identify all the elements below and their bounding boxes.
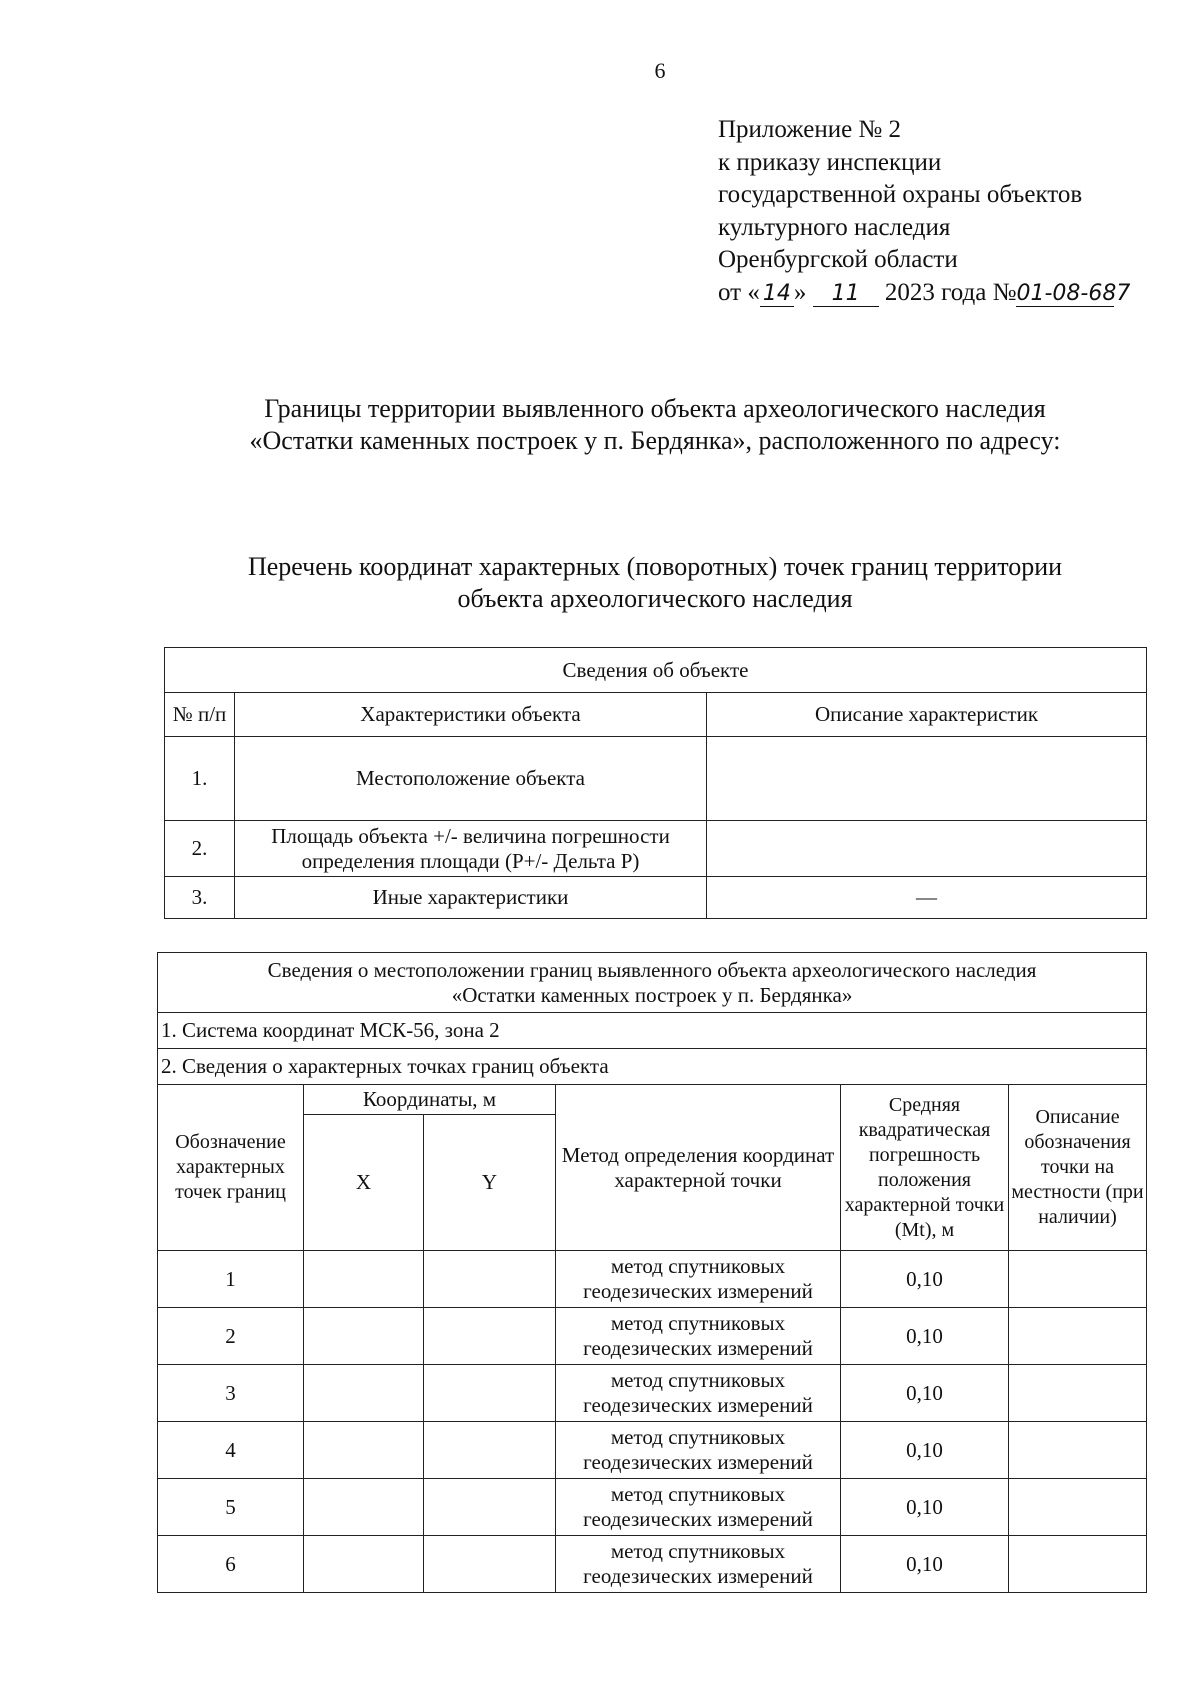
row-characteristic: Иные характеристики bbox=[235, 877, 707, 919]
point-error: 0,10 bbox=[841, 1251, 1009, 1308]
appendix-date-line bbox=[718, 277, 1131, 310]
date-prefix: от « bbox=[718, 278, 760, 306]
point-error: 0,10 bbox=[841, 1536, 1009, 1593]
table-row bbox=[158, 1251, 1147, 1308]
column-header-description: Описание обозначения точки на местности (при наличии) bbox=[1009, 1085, 1147, 1251]
point-y bbox=[424, 1365, 556, 1422]
object-info-table bbox=[164, 647, 1147, 919]
appendix-line: культурного наследия bbox=[718, 213, 951, 241]
point-number: 5 bbox=[158, 1479, 304, 1536]
document-subtitle bbox=[0, 551, 1200, 615]
column-header-y: Y bbox=[424, 1115, 556, 1251]
point-number: 6 bbox=[158, 1536, 304, 1593]
point-description bbox=[1009, 1422, 1147, 1479]
point-description bbox=[1009, 1536, 1147, 1593]
point-error: 0,10 bbox=[841, 1308, 1009, 1365]
row-description bbox=[707, 737, 1147, 821]
title-line: Границы территории выявленного объекта археологического наследия bbox=[264, 394, 1046, 423]
point-number: 1 bbox=[158, 1251, 304, 1308]
row-number: 3. bbox=[165, 877, 235, 919]
points-section-title: 2. Сведения о характерных точках границ объекта bbox=[158, 1049, 1147, 1085]
subtitle-line: объекта археологического наследия bbox=[457, 584, 853, 613]
point-description bbox=[1009, 1251, 1147, 1308]
location-header-line: Сведения о местоположении границ выявленного объекта археологического наследия bbox=[267, 957, 1037, 982]
point-description bbox=[1009, 1479, 1147, 1536]
table-row bbox=[158, 1365, 1147, 1422]
point-number: 4 bbox=[158, 1422, 304, 1479]
point-number: 3 bbox=[158, 1365, 304, 1422]
row-description: — bbox=[707, 877, 1147, 919]
appendix-line: государственной охраны объектов bbox=[718, 181, 1083, 208]
point-description bbox=[1009, 1365, 1147, 1422]
appendix-line: к приказу инспекции bbox=[718, 148, 942, 176]
table-row bbox=[158, 1536, 1147, 1593]
point-x bbox=[304, 1365, 424, 1422]
appendix-block bbox=[718, 114, 1131, 309]
point-y bbox=[424, 1251, 556, 1308]
point-error: 0,10 bbox=[841, 1479, 1009, 1536]
date-year-text: 2023 года № bbox=[884, 278, 1017, 306]
location-table bbox=[157, 952, 1147, 1593]
row-number: 2. bbox=[165, 821, 235, 877]
subtitle-line: Перечень координат характерных (поворотных) точек границ территории bbox=[247, 552, 1063, 581]
appendix-line: Оренбургской области bbox=[718, 246, 958, 273]
row-characteristic: Местоположение объекта bbox=[235, 737, 707, 821]
point-error: 0,10 bbox=[841, 1365, 1009, 1422]
date-mid: » bbox=[793, 278, 807, 306]
point-y bbox=[424, 1479, 556, 1536]
title-line: «Остатки каменных построек у п. Бердянка», расположенного по адресу: bbox=[249, 426, 1061, 455]
table-row bbox=[158, 1308, 1147, 1365]
table-row bbox=[165, 877, 1147, 919]
point-x bbox=[304, 1422, 424, 1479]
table-row bbox=[165, 821, 1147, 877]
point-x bbox=[304, 1479, 424, 1536]
point-error: 0,10 bbox=[841, 1422, 1009, 1479]
point-y bbox=[424, 1536, 556, 1593]
column-header-error: Средняя квадратическая погрешность положения характерной точки (Mt), м bbox=[841, 1085, 1009, 1251]
page-number: 6 bbox=[654, 58, 666, 83]
table-header: Сведения об объекте bbox=[165, 648, 1147, 693]
location-table-header bbox=[158, 953, 1147, 1013]
handwritten-month: 11 bbox=[813, 282, 879, 307]
column-header-designation: Обозначение характерных точек границ bbox=[158, 1085, 304, 1251]
coordinate-system: 1. Система координат МСК-56, зона 2 bbox=[158, 1013, 1147, 1049]
column-header: Описание характеристик bbox=[707, 693, 1147, 737]
point-description bbox=[1009, 1308, 1147, 1365]
column-header-coordinates: Координаты, м bbox=[304, 1085, 556, 1115]
point-method: метод спутниковых геодезических измерений bbox=[556, 1251, 841, 1308]
point-method: метод спутниковых геодезических измерений bbox=[556, 1308, 841, 1365]
handwritten-doc-number: 01-08-687 bbox=[1016, 280, 1131, 306]
point-y bbox=[424, 1308, 556, 1365]
column-header: Характеристики объекта bbox=[235, 693, 707, 737]
table-row bbox=[158, 1479, 1147, 1536]
point-number: 2 bbox=[158, 1308, 304, 1365]
document-title bbox=[0, 393, 1200, 457]
point-method: метод спутниковых геодезических измерений bbox=[556, 1365, 841, 1422]
point-y bbox=[424, 1422, 556, 1479]
point-method: метод спутниковых геодезических измерений bbox=[556, 1479, 841, 1536]
row-number: 1. bbox=[165, 737, 235, 821]
appendix-title: Приложение № 2 bbox=[718, 116, 902, 143]
point-method: метод спутниковых геодезических измерений bbox=[556, 1422, 841, 1479]
point-method: метод спутниковых геодезических измерений bbox=[556, 1536, 841, 1593]
column-header-method: Метод определения координат характерной точки bbox=[556, 1085, 841, 1251]
table-row bbox=[158, 1422, 1147, 1479]
point-x bbox=[304, 1308, 424, 1365]
location-header-line: «Остатки каменных построек у п. Бердянка» bbox=[451, 982, 853, 1007]
handwritten-day: 14 bbox=[760, 282, 794, 307]
point-x bbox=[304, 1251, 424, 1308]
row-description bbox=[707, 821, 1147, 877]
column-header: № п/п bbox=[165, 693, 235, 737]
column-header-x: X bbox=[304, 1115, 424, 1251]
table-row bbox=[165, 737, 1147, 821]
row-characteristic: Площадь объекта +/- величина погрешности определения площади (Р+/- Дельта Р) bbox=[235, 821, 707, 877]
point-x bbox=[304, 1536, 424, 1593]
